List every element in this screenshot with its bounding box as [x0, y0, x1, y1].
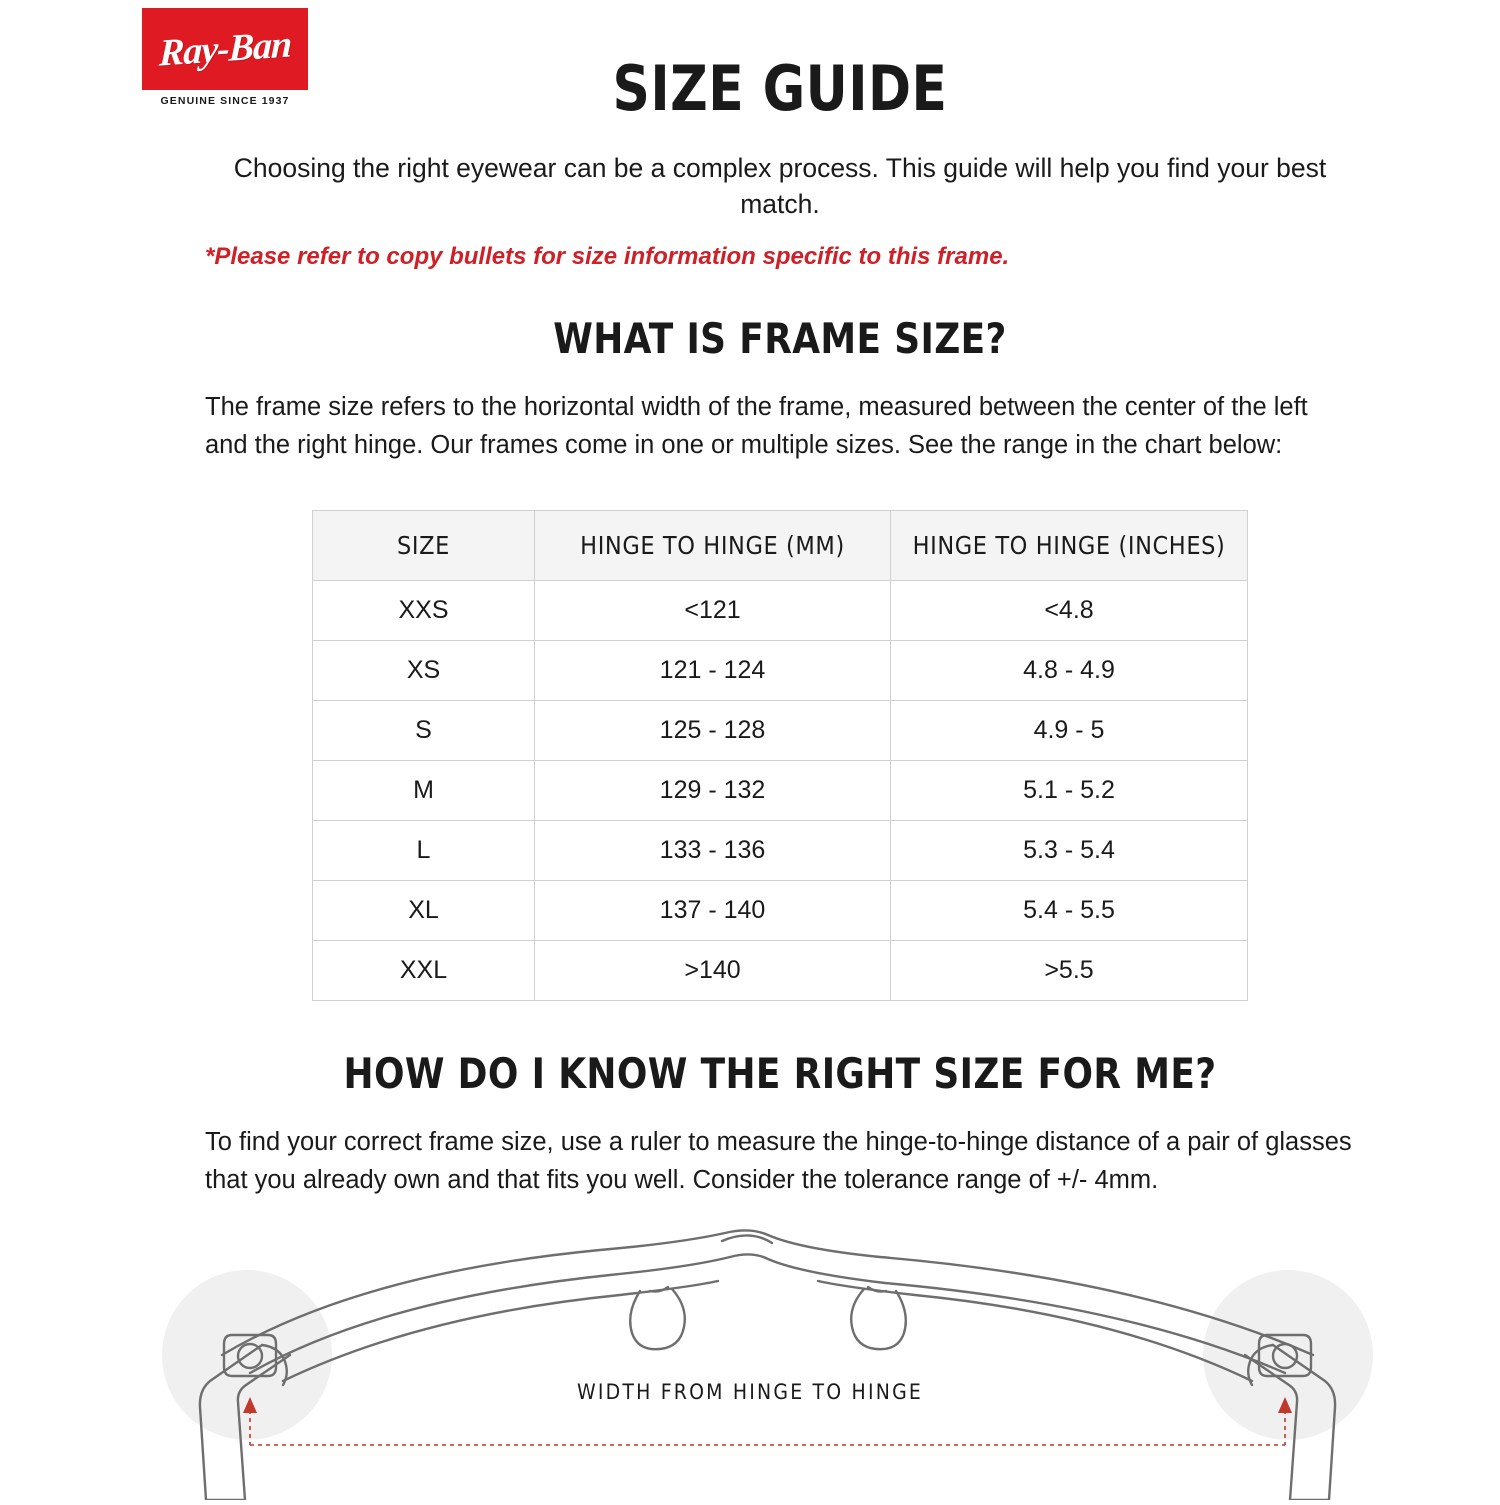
section-body-right-size-for-me: To find your correct frame size, use a ruler to measure the hinge-to-hinge distance of a pair of glasses that you already own and that fits you well. Consider the tolerance range of +/- 4mm.	[205, 1128, 1352, 1195]
table-row	[313, 641, 1248, 701]
cell-mm: 137 - 140	[535, 881, 891, 941]
cell-mm: >140	[535, 941, 891, 1001]
cell-size: L	[313, 821, 535, 881]
diagram-caption: WIDTH FROM HINGE TO HINGE	[576, 1380, 924, 1404]
glasses-diagram	[0, 1195, 1500, 1500]
section-heading-right-size-for-me: HOW DO I KNOW THE RIGHT SIZE FOR ME?	[343, 1049, 1217, 1099]
measurement-indicator	[243, 1397, 1292, 1445]
cell-mm: 129 - 132	[535, 761, 891, 821]
cell-size: S	[313, 701, 535, 761]
cell-size: XL	[313, 881, 535, 941]
cell-mm: 133 - 136	[535, 821, 891, 881]
cell-size: M	[313, 761, 535, 821]
table-header-row	[313, 511, 1248, 581]
cell-inches: >5.5	[891, 941, 1248, 1001]
table-row	[313, 761, 1248, 821]
frame-outline	[200, 1230, 1335, 1500]
cell-size: XXL	[313, 941, 535, 1001]
intro-paragraph: Choosing the right eyewear can be a complex process. This guide will help you find your best match.	[233, 153, 1327, 219]
column-header-hinge-inches: HINGE TO HINGE (INCHES)	[891, 511, 1248, 581]
table-row	[313, 821, 1248, 881]
cell-mm: 125 - 128	[535, 701, 891, 761]
cell-mm: 121 - 124	[535, 641, 891, 701]
cell-inches: <4.8	[891, 581, 1248, 641]
cell-inches: 4.8 - 4.9	[891, 641, 1248, 701]
cell-size: XXS	[313, 581, 535, 641]
cell-mm: <121	[535, 581, 891, 641]
cell-inches: 5.1 - 5.2	[891, 761, 1248, 821]
logo-wordmark-text: Ray-Ban	[158, 23, 292, 75]
table-row	[313, 881, 1248, 941]
cell-size: XS	[313, 641, 535, 701]
section-body-what-is-frame-size: The frame size refers to the horizontal width of the frame, measured between the center of the left and the right hinge. Our frames come in one or multiple sizes. See the range in the chart below:	[205, 392, 1308, 459]
table-row	[313, 701, 1248, 761]
frame-specific-note: *Please refer to copy bullets for size information specific to this frame.	[205, 242, 1010, 270]
column-header-size: SIZE	[313, 511, 535, 581]
page-title: SIZE GUIDE	[612, 52, 948, 125]
document-content	[205, 0, 1355, 1200]
table-row	[313, 941, 1248, 1001]
section-heading-what-is-frame-size: WHAT IS FRAME SIZE?	[553, 313, 1007, 363]
glasses-diagram-svg	[0, 1195, 1500, 1500]
table-row	[313, 581, 1248, 641]
column-header-hinge-mm: HINGE TO HINGE (MM)	[535, 511, 891, 581]
cell-inches: 5.3 - 5.4	[891, 821, 1248, 881]
size-chart-table	[312, 510, 1248, 1001]
logo-tagline: GENUINE SINCE 1937	[160, 95, 290, 107]
cell-inches: 5.4 - 5.5	[891, 881, 1248, 941]
cell-inches: 4.9 - 5	[891, 701, 1248, 761]
